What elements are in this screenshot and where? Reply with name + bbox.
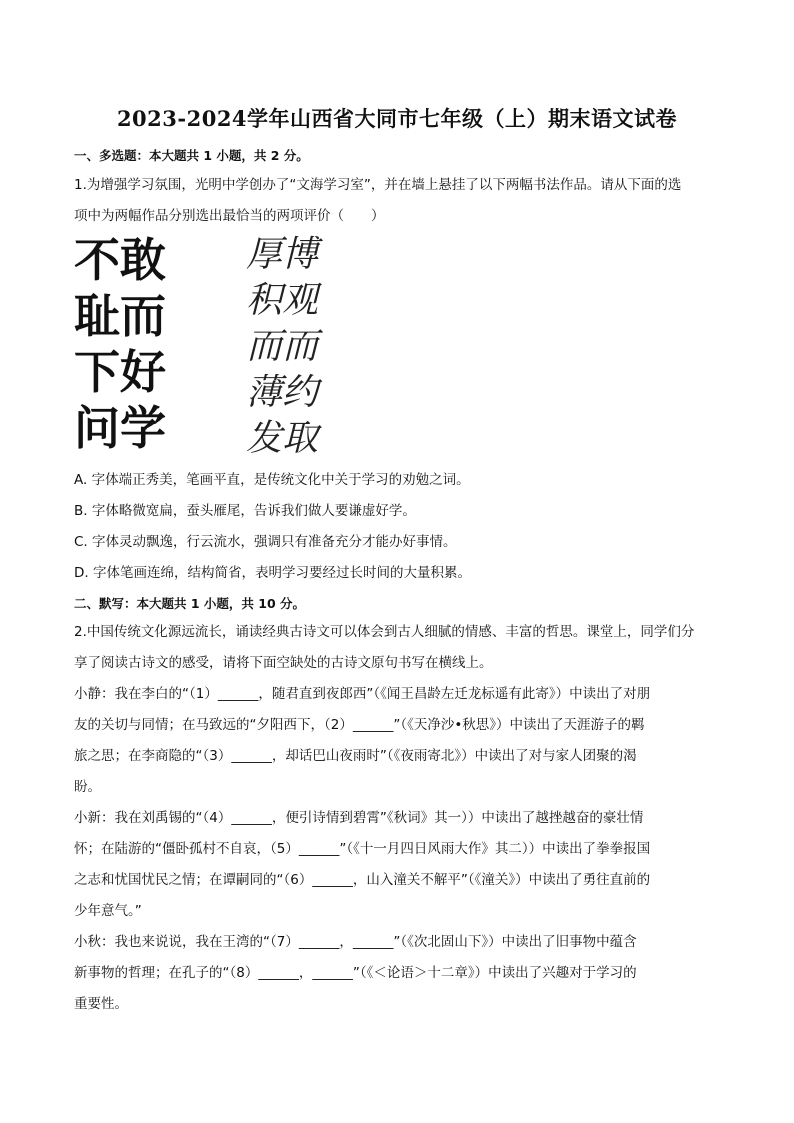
question2-text <box>74 617 726 1020</box>
question1-text <box>74 170 726 232</box>
option-a: A. 字体端正秀美，笔画平直，是传统文化中关于学习的劝勉之词。 <box>74 472 470 488</box>
question1-line2: 项中为两幅作品分别选出最恰当的两项评价（ ） <box>74 208 385 224</box>
calligraphy-right-row: 薄约 <box>246 372 319 413</box>
question2-line: 2.中国传统文化源远流长，诵读经典古诗文可以体会到古人细腻的情感、丰富的哲思。课堂上，同学们分 <box>74 624 695 640</box>
question2-line: 重要性。 <box>74 996 128 1012</box>
calligraphy-right-row: 发取 <box>246 418 319 459</box>
calligraphy-left-row: 耻而 <box>74 289 166 343</box>
section2-heading: 二、默写：本大题共 1 小题，共 10 分。 <box>74 596 306 611</box>
question2-line: 旅之思；在李商隐的“（3）______，却话巴山夜雨时”（《夜雨寄北》）中读出了对与家人团聚的渴 <box>74 748 637 764</box>
question2-line: 小静：我在李白的“（1）______，随君直到夜郎西”（《闻王昌龄左迁龙标遥有此寄》）中读出了对朋 <box>74 686 651 702</box>
question2-line: 小新：我在刘禹锡的“（4）______，便引诗情到碧霄”《秋词》其一））中读出了越挫越奋的豪壮情 <box>74 810 644 826</box>
question1-line1: 1.为增强学习氛围，光明中学创办了“文海学习室”，并在墙上悬挂了以下两幅书法作品。请从下面的选 <box>74 177 682 193</box>
question2-line: 享了阅读古诗文的感受，请将下面空缺处的古诗文原句书写在横线上。 <box>74 655 493 671</box>
option-c: C. 字体灵动飘逸，行云流水，强调只有准备充分才能办好事情。 <box>74 534 457 550</box>
question2-line: 小秋：我也来说说，我在王湾的“（7）______，______”（《次北固山下》）中读出了旧事物中蕴含 <box>74 934 637 950</box>
calligraphy-works <box>74 232 344 464</box>
calligraphy-left-row: 问学 <box>74 401 166 455</box>
calligraphy-right-row: 而而 <box>246 326 319 367</box>
question2-line: 少年意气。” <box>74 903 142 919</box>
calligraphy-right-row: 厚博 <box>246 234 319 275</box>
calligraphy-work-right <box>246 232 356 462</box>
question2-line: 友的关切与同情；在马致远的“夕阳西下，（2）______”（《天净沙•秋思》）中读出了天涯游子的羁 <box>74 717 645 733</box>
calligraphy-work-left <box>74 232 194 456</box>
option-d: D. 字体笔画连绵，结构简省，表明学习要经过长时间的大量积累。 <box>74 565 471 581</box>
option-b: B. 字体略微宽扁，蚕头雁尾，告诉我们做人要谦虚好学。 <box>74 503 416 519</box>
calligraphy-left-row: 下好 <box>74 345 166 399</box>
section1-heading: 一、多选题：本大题共 1 小题，共 2 分。 <box>74 148 309 163</box>
question2-line: 之志和忧国忧民之情；在谭嗣同的“（6）______，山入潼关不解平”（《潼关》）中读出了勇往直前的 <box>74 872 651 888</box>
calligraphy-right-row: 积观 <box>246 280 319 321</box>
page-title: 2023-2024学年山西省大同市七年级（上）期末语文试卷 <box>116 106 678 131</box>
calligraphy-left-row: 不敢 <box>74 233 166 287</box>
question2-line: 怀；在陆游的“僵卧孤村不自哀，（5）______”（《十一月四日风雨大作》其二））中读出了拳拳报国 <box>74 841 651 857</box>
question2-line: 盼。 <box>74 779 101 795</box>
question2-line: 新事物的哲理；在孔子的“（8）______，______”（《＜论语＞十二章》）中读出了兴趣对于学习的 <box>74 965 637 981</box>
